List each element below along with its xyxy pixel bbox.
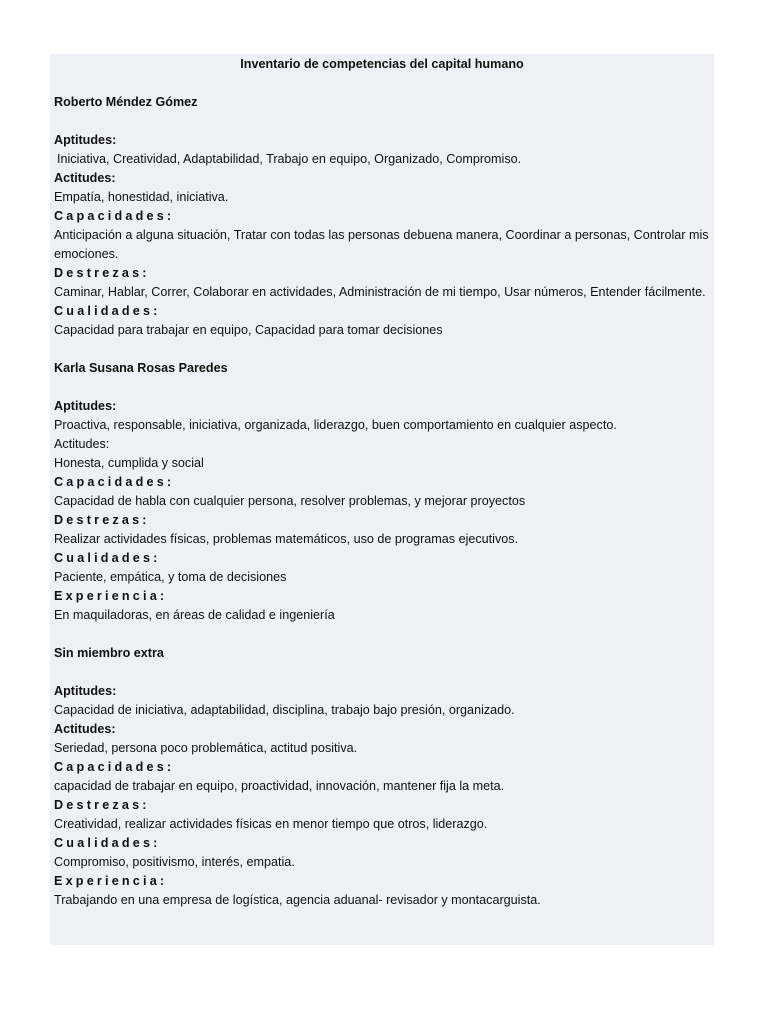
destrezas-value: Caminar, Hablar, Correr, Colaborar en actividades, Administración de mi tiempo, Usar números, Entender fácilmente.	[54, 285, 706, 299]
aptitudes-label: Aptitudes:	[54, 684, 117, 698]
aptitudes-value: Capacidad de iniciativa, adaptabilidad, disciplina, trabajo bajo presión, organizado.	[54, 703, 515, 717]
person-section-3	[54, 644, 710, 910]
capacidades-value: Anticipación a alguna situación, Tratar con todas las personas debuena manera, Coordinar a personas, Controlar mis emociones.	[54, 228, 709, 261]
experiencia-label: Experiencia:	[54, 589, 168, 603]
destrezas-value: Creatividad, realizar actividades físicas en menor tiempo que otros, liderazgo.	[54, 817, 488, 831]
aptitudes-value: Iniciativa, Creatividad, Adaptabilidad, Trabajo en equipo, Organizado, Compromiso.	[57, 152, 522, 166]
spacer	[54, 112, 710, 131]
person-section-2	[54, 359, 710, 625]
document-page	[50, 54, 714, 945]
person-name: Karla Susana Rosas Paredes	[54, 361, 228, 375]
aptitudes-value: Proactiva, responsable, iniciativa, organizada, liderazgo, buen comportamiento en cualquier aspecto.	[54, 418, 617, 432]
person-name: Sin miembro extra	[54, 646, 164, 660]
aptitudes-label: Aptitudes:	[54, 399, 117, 413]
document-body	[54, 54, 710, 910]
destrezas-label: Destrezas:	[54, 266, 150, 280]
cualidades-label: Cualidades:	[54, 551, 161, 565]
destrezas-value: Realizar actividades físicas, problemas matemáticos, uso de programas ejecutivos.	[54, 532, 519, 546]
actitudes-label: Actitudes:	[54, 171, 116, 185]
spacer	[54, 340, 710, 359]
spacer	[54, 378, 710, 397]
cualidades-value: Compromiso, positivismo, interés, empatia.	[54, 855, 295, 869]
document-title: Inventario de competencias del capital humano	[240, 57, 524, 71]
actitudes-label: Actitudes:	[54, 722, 116, 736]
actitudes-label: Actitudes:	[54, 437, 110, 451]
capacidades-label: Capacidades:	[54, 760, 175, 774]
person-section-1	[54, 93, 710, 340]
destrezas-label: Destrezas:	[54, 798, 150, 812]
spacer	[54, 663, 710, 682]
actitudes-value: Empatía, honestidad, iniciativa.	[54, 190, 229, 204]
aptitudes-label: Aptitudes:	[54, 133, 117, 147]
capacidades-label: Capacidades:	[54, 209, 175, 223]
actitudes-value: Seriedad, persona poco problemática, actitud positiva.	[54, 741, 358, 755]
spacer	[54, 74, 710, 93]
cualidades-value: Capacidad para trabajar en equipo, Capacidad para tomar decisiones	[54, 323, 443, 337]
cualidades-label: Cualidades:	[54, 304, 161, 318]
experiencia-value: Trabajando en una empresa de logística, agencia aduanal- revisador y montacarguista.	[54, 893, 541, 907]
destrezas-label: Destrezas:	[54, 513, 150, 527]
cualidades-value: Paciente, empática, y toma de decisiones	[54, 570, 287, 584]
capacidades-value: Capacidad de habla con cualquier persona, resolver problemas, y mejorar proyectos	[54, 494, 526, 508]
spacer	[54, 625, 710, 644]
person-name: Roberto Méndez Gómez	[54, 95, 198, 109]
experiencia-value: En maquiladoras, en áreas de calidad e ingeniería	[54, 608, 335, 622]
actitudes-value: Honesta, cumplida y social	[54, 456, 204, 470]
capacidades-value: capacidad de trabajar en equipo, proactividad, innovación, mantener fija la meta.	[54, 779, 505, 793]
cualidades-label: Cualidades:	[54, 836, 161, 850]
experiencia-label: Experiencia:	[54, 874, 168, 888]
capacidades-label: Capacidades:	[54, 475, 175, 489]
